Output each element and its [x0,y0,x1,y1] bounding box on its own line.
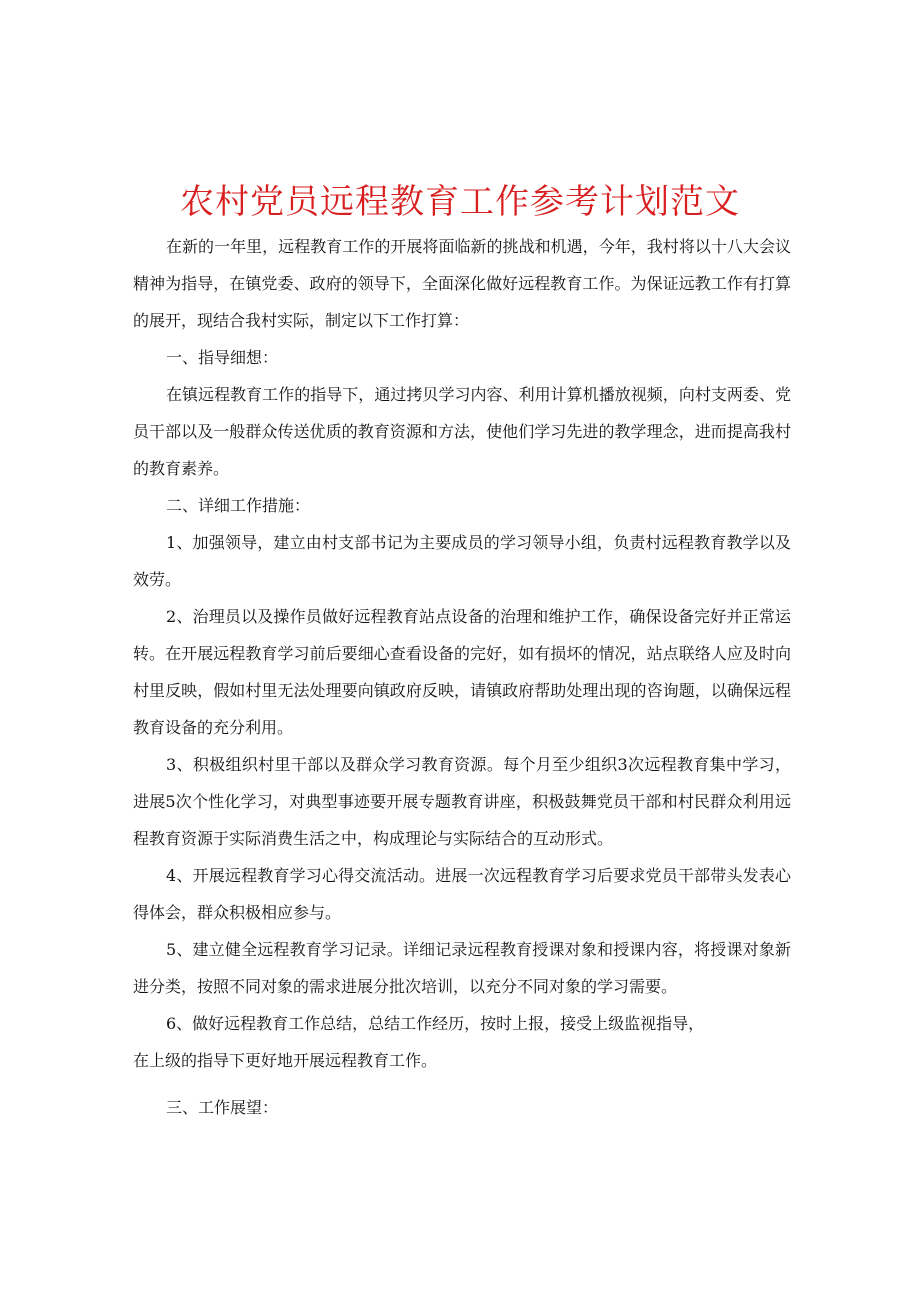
measure-item-4: 4、开展远程教育学习心得交流活动。进展一次远程教育学习后要求党员干部带头发表心得体会，群众积极相应参与。 [133,866,791,922]
spacer [133,1079,791,1089]
measure-item-6-line2: 在上级的指导下更好地开展远程教育工作。 [133,1051,438,1070]
measure-item-3: 3、积极组织村里干部以及群众学习教育资源。每个月至少组织3次远程教育集中学习，进展5次个性化学习，对典型事迹要开展专题教育讲座，积极鼓舞党员干部和村民群众利用远程教育资源于实际消费生活之中，构成理论与实际结合的互动形式。 [133,755,791,848]
intro-paragraph: 在新的一年里，远程教育工作的开展将面临新的挑战和机遇，今年，我村将以十八大会议精神为指导，在镇党委、政府的领导下，全面深化做好远程教育工作。为保证远教工作有打算的展开，现结合我村实际，制定以下工作打算： [133,237,791,330]
section-heading-outlook: 三、工作展望： [166,1098,279,1117]
measure-item-2: 2、治理员以及操作员做好远程教育站点设备的治理和维护工作，确保设备完好并正常运转。在开展远程教育学习前后要细心查看设备的完好，如有损坏的情况，站点联络人应及时向村里反映，假如村里无法处理要向镇政府反映，请镇政府帮助处理出现的咨询题，以确保远程教育设备的充分利用。 [133,607,791,737]
measure-item-5: 5、建立健全远程教育学习记录。详细记录远程教育授课对象和授课内容，将授课对象新进分类，按照不同对象的需求进展分批次培训，以充分不同对象的学习需要。 [133,940,791,996]
guidance-paragraph: 在镇远程教育工作的指导下，通过拷贝学习内容、利用计算机播放视频，向村支两委、党员干部以及一般群众传送优质的教育资源和方法，使他们学习先进的教学理念，进而提高我村的教育素养。 [133,385,791,478]
measure-item-6-line1: 6、做好远程教育工作总结，总结工作经历，按时上报，接受上级监视指导， [166,1014,705,1033]
document-title: 农村党员远程教育工作参考计划范文 [180,182,740,222]
document-body [133,228,791,1126]
section-heading-measures: 二、详细工作措施： [166,496,311,515]
measure-item-1: 1、加强领导，建立由村支部书记为主要成员的学习领导小组，负责村远程教育教学以及效劳。 [133,533,791,589]
section-heading-guidance: 一、指导细想： [166,348,279,367]
